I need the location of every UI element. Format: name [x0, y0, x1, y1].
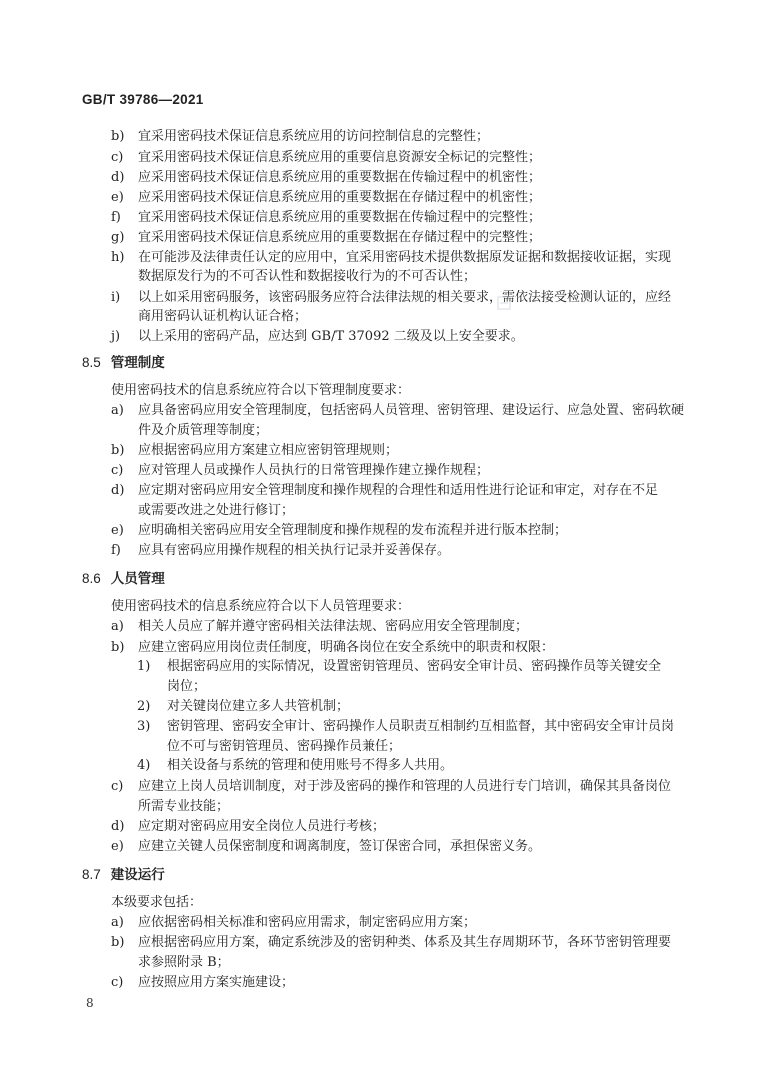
- watermark-icon: [497, 296, 511, 310]
- item-marker: i): [111, 290, 121, 305]
- section-intro: 使用密码技术的信息系统应符合以下管理制度要求：: [111, 383, 411, 398]
- standard-number: GB/T 39786—2021: [82, 92, 204, 107]
- item-marker: 1): [137, 659, 151, 674]
- page-number: 8: [86, 996, 94, 1010]
- item-text: 岗位；: [167, 679, 207, 694]
- section-title: 管理制度: [110, 355, 165, 371]
- item-marker: d): [111, 819, 125, 834]
- item-text: 商用密码认证机构认证合格；: [138, 309, 308, 324]
- item-marker: a): [111, 619, 124, 634]
- item-text: 件及介质管理等制度；: [138, 423, 269, 438]
- section-intro: 使用密码技术的信息系统应符合以下人员管理要求：: [111, 599, 411, 614]
- section-number: 8.5: [82, 355, 101, 370]
- item-marker: 3): [137, 719, 151, 734]
- item-marker: b): [111, 935, 125, 950]
- item-text: 对关键岗位建立多人共管机制；: [167, 699, 350, 714]
- item-marker: d): [111, 170, 125, 185]
- item-text: 宜采用密码技术保证信息系统应用的重要信息资源安全标记的完整性；: [138, 150, 542, 165]
- item-text: 应具有密码应用操作规程的相关执行记录并妥善保存。: [138, 543, 451, 558]
- section-heading: [82, 571, 165, 587]
- item-text: 相关人员应了解并遵守密码相关法律法规、密码应用安全管理制度；: [138, 619, 529, 634]
- section-title: 建设运行: [110, 867, 165, 883]
- item-marker: 4): [137, 758, 151, 773]
- item-text: 应明确相关密码应用安全管理制度和操作规程的发布流程并进行版本控制；: [138, 523, 568, 538]
- item-marker: a): [111, 915, 124, 930]
- section-number: 8.6: [82, 571, 101, 586]
- item-marker: g): [111, 230, 125, 245]
- item-marker: c): [111, 975, 124, 990]
- section-heading: [82, 355, 165, 371]
- item-text: 应采用密码技术保证信息系统应用的重要数据在存储过程中的机密性；: [138, 190, 542, 205]
- item-text: 应按照应用方案实施建设；: [138, 975, 295, 990]
- item-text: 应根据密码应用方案，确定系统涉及的密钥种类、体系及其生存周期环节，各环节密钥管理要: [138, 935, 672, 950]
- item-text: 求参照附录 B；: [138, 955, 230, 970]
- item-text: 应建立密码应用岗位责任制度，明确各岗位在安全系统中的职责和权限：: [138, 640, 555, 655]
- item-text: 以上如采用密码服务，该密码服务应符合法律法规的相关要求，需依法接受检测认证的，应经: [138, 290, 672, 305]
- item-text: 以上采用的密码产品，应达到 GB/T 37092 二级及以上安全要求。: [138, 329, 524, 344]
- item-marker: b): [111, 640, 125, 655]
- item-marker: e): [111, 190, 124, 205]
- item-marker: e): [111, 839, 124, 854]
- item-text: 相关设备与系统的管理和使用账号不得多人共用。: [167, 758, 454, 773]
- item-marker: h): [111, 250, 125, 265]
- item-text: 或需要改进之处进行修订；: [138, 503, 295, 518]
- item-marker: j): [111, 329, 121, 344]
- item-marker: d): [111, 483, 125, 498]
- item-marker: c): [111, 150, 124, 165]
- item-marker: f): [111, 543, 121, 558]
- item-text: 数据原发行为的不可否认性和数据接收行为的不可否认性；: [138, 269, 477, 284]
- section-title: 人员管理: [110, 571, 165, 587]
- item-text: 所需专业技能；: [138, 799, 230, 814]
- item-marker: c): [111, 779, 124, 794]
- item-text: 应定期对密码应用安全岗位人员进行考核；: [138, 819, 386, 834]
- item-text: 应根据密码应用方案建立相应密钥管理规则；: [138, 443, 399, 458]
- item-text: 应对管理人员或操作人员执行的日常管理操作建立操作规程；: [138, 463, 490, 478]
- item-marker: 2): [137, 699, 151, 714]
- section-intro: 本级要求包括：: [111, 895, 203, 910]
- item-text: 宜采用密码技术保证信息系统应用的重要数据在存储过程中的完整性；: [138, 230, 542, 245]
- item-marker: b): [111, 129, 125, 144]
- item-marker: f): [111, 210, 121, 225]
- item-text: 应定期对密码应用安全管理制度和操作规程的合理性和适用性进行论证和审定，对存在不足: [138, 483, 659, 498]
- item-text: 在可能涉及法律责任认定的应用中，宜采用密码技术提供数据原发证据和数据接收证据，实现: [138, 250, 672, 265]
- item-text: 应建立上岗人员培训制度，对于涉及密码的操作和管理的人员进行专门培训，确保其具备岗位: [138, 779, 672, 794]
- section-heading: [82, 867, 165, 883]
- item-marker: c): [111, 463, 124, 478]
- item-text: 宜采用密码技术保证信息系统应用的访问控制信息的完整性；: [138, 129, 490, 144]
- item-text: 位不可与密钥管理员、密码操作员兼任；: [167, 739, 402, 754]
- item-text: 应建立关键人员保密制度和调离制度，签订保密合同，承担保密义务。: [138, 839, 542, 854]
- item-text: 应采用密码技术保证信息系统应用的重要数据在传输过程中的机密性；: [138, 170, 542, 185]
- item-text: 根据密码应用的实际情况，设置密钥管理员、密码安全审计员、密码操作员等关键安全: [167, 659, 662, 674]
- item-marker: a): [111, 403, 124, 418]
- section-number: 8.7: [82, 867, 101, 882]
- item-marker: e): [111, 523, 124, 538]
- item-text: 密钥管理、密码安全审计、密码操作人员职责互相制约互相监督，其中密码安全审计员岗: [167, 719, 675, 734]
- item-text: 应具备密码应用安全管理制度，包括密码人员管理、密钥管理、建设运行、应急处置、密码软硬: [138, 403, 685, 418]
- item-text: 应依据密码相关标准和密码应用需求，制定密码应用方案；: [138, 915, 477, 930]
- item-text: 宜采用密码技术保证信息系统应用的重要数据在传输过程中的完整性；: [138, 210, 542, 225]
- item-marker: b): [111, 443, 125, 458]
